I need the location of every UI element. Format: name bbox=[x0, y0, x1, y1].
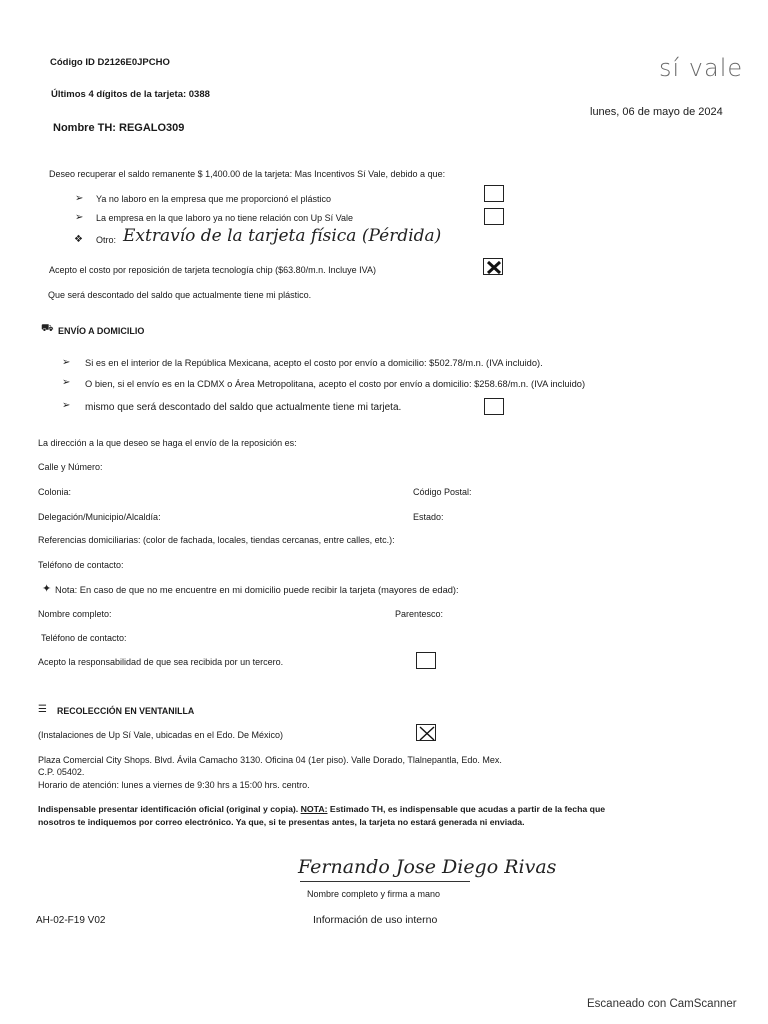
diamond-bullet-icon: ❖ bbox=[74, 234, 83, 245]
arrow-bullet-icon: ➢ bbox=[75, 212, 84, 223]
telefono-label: Teléfono de contacto: bbox=[38, 560, 124, 570]
referencias-label: Referencias domiciliarias: (color de fachada, locales, tiendas cercanas, entre calles, etc.): bbox=[38, 535, 395, 545]
nota-final-line2: nosotros te indiquemos por correo electrónico. Ya que, si te presentas antes, la tarjeta no estará generada ni enviada. bbox=[38, 817, 525, 827]
instalaciones-text: (Instalaciones de Up Sí Vale, ubicadas en el Edo. De México) bbox=[38, 730, 283, 740]
scanner-footer bbox=[0, 962, 768, 1024]
envio-heading: ENVÍO A DOMICILIO bbox=[58, 326, 145, 336]
envio-line: O bien, si el envío es en la CDMX o Área Metropolitana, acepto el costo por envío a domicilio: $258.68/m.n. (IVA incluido) bbox=[85, 379, 586, 389]
option-checkbox[interactable] bbox=[484, 185, 504, 202]
nombre-th: Nombre TH: REGALO309 bbox=[53, 122, 185, 134]
nota-final-a: Indispensable presentar identificación oficial (original y copia). bbox=[38, 804, 299, 814]
envio-line: Si es en el interior de la República Mexicana, acepto el costo por envío a domicilio: $502.78/m.n. (IVA incluido). bbox=[85, 358, 543, 368]
uso-interno-label: Información de uso interno bbox=[313, 914, 438, 926]
calle-label: Calle y Número: bbox=[38, 462, 103, 472]
recoleccion-checkbox[interactable] bbox=[416, 724, 436, 741]
star-bullet-icon: ✦ bbox=[42, 583, 52, 595]
envio-line: mismo que será descontado del saldo que actualmente tiene mi tarjeta. bbox=[85, 402, 402, 413]
nota-final-c: Estimado TH, es indispensable que acudas a partir de la fecha que bbox=[329, 804, 606, 814]
tercero-checkbox[interactable] bbox=[416, 652, 436, 669]
nota-final-line1 bbox=[38, 803, 605, 815]
recoleccion-cp: C.P. 05402. bbox=[38, 767, 85, 777]
recuperar-intro: Deseo recuperar el saldo remanente $ 1,400.00 de la tarjeta: Mas Incentivos Sí Vale, debido a que: bbox=[49, 169, 446, 179]
camscanner-watermark: Escaneado con CamScanner bbox=[587, 998, 737, 1010]
checked-x-icon bbox=[417, 725, 437, 742]
checked-x-icon bbox=[484, 259, 504, 276]
signature-line bbox=[300, 881, 470, 882]
option-checkbox[interactable] bbox=[484, 208, 504, 225]
document-date: lunes, 06 de mayo de 2024 bbox=[590, 106, 723, 118]
option-label: Ya no laboro en la empresa que me proporcionó el plástico bbox=[96, 194, 331, 204]
recoleccion-horario: Horario de atención: lunes a viernes de 9:30 hrs a 15:00 hrs. centro. bbox=[38, 780, 310, 790]
nombre-completo-label: Nombre completo: bbox=[38, 609, 112, 619]
firma-label: Nombre completo y firma a mano bbox=[307, 889, 441, 899]
arrow-bullet-icon: ➢ bbox=[62, 377, 71, 388]
acepto-costo-checkbox[interactable] bbox=[483, 258, 503, 275]
handwritten-signature: Fernando Jose Diego Rivas bbox=[298, 856, 557, 878]
estado-label: Estado: bbox=[413, 512, 444, 522]
codigo-postal-label: Código Postal: bbox=[413, 487, 472, 497]
envio-checkbox[interactable] bbox=[484, 398, 504, 415]
otro-handwritten: Extravío de la tarjeta física (Pérdida) bbox=[123, 226, 442, 246]
si-vale-logo: sí vale bbox=[659, 54, 744, 82]
recoleccion-heading: RECOLECCIÓN EN VENTANILLA bbox=[57, 706, 195, 716]
acepto-tercero: Acepto la responsabilidad de que sea recibida por un tercero. bbox=[38, 657, 284, 667]
ultimos-digitos: Últimos 4 dígitos de la tarjeta: 0388 bbox=[51, 89, 210, 100]
delegacion-label: Delegación/Municipio/Alcaldía: bbox=[38, 512, 161, 522]
descontado-text: Que será descontado del saldo que actualmente tiene mi plástico. bbox=[48, 290, 312, 300]
arrow-bullet-icon: ➢ bbox=[62, 400, 71, 411]
recoleccion-direccion: Plaza Comercial City Shops. Blvd. Ávila Camacho 3130. Oficina 04 (1er piso). Valle Dorado, Tlalnepantla, Edo. Mex. bbox=[38, 755, 502, 765]
acepto-costo: Acepto el costo por reposición de tarjeta tecnología chip ($63.80/m.n. Incluye IVA) bbox=[49, 265, 377, 275]
truck-icon: ⛟ bbox=[41, 323, 54, 334]
nota-final-b: NOTA: bbox=[300, 804, 328, 814]
arrow-bullet-icon: ➢ bbox=[75, 193, 84, 204]
menu-bullet-icon: ☰ bbox=[38, 704, 47, 715]
colonia-label: Colonia: bbox=[38, 487, 72, 497]
codigo-id: Código ID D2126E0JPCHO bbox=[50, 57, 170, 68]
telefono-tercero-label: Teléfono de contacto: bbox=[41, 633, 127, 643]
form-code: AH-02-F19 V02 bbox=[36, 915, 106, 926]
direccion-intro: La dirección a la que deseo se haga el envío de la reposición es: bbox=[38, 438, 297, 448]
nota-tercero: Nota: En caso de que no me encuentre en mi domicilio puede recibir la tarjeta (mayores de edad): bbox=[55, 585, 459, 595]
arrow-bullet-icon: ➢ bbox=[62, 357, 71, 368]
parentesco-label: Parentesco: bbox=[395, 609, 444, 619]
otro-label: Otro: bbox=[96, 235, 117, 245]
option-label: La empresa en la que laboro ya no tiene relación con Up Sí Vale bbox=[96, 213, 353, 223]
